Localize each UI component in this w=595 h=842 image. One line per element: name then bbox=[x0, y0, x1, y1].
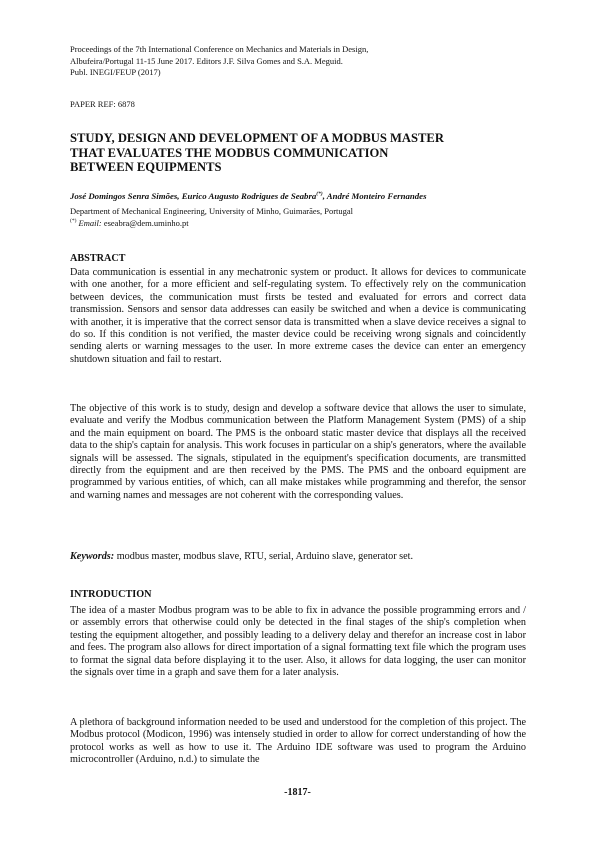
header-line-3: Publ. INEGI/FEUP (2017) bbox=[70, 67, 161, 77]
affiliation: Department of Mechanical Engineering, University of Minho, Guimarães, Portugal bbox=[70, 206, 354, 216]
corresponding-mark: (*) bbox=[316, 191, 323, 198]
header-line-2: Albufeira/Portugal 11-15 June 2017. Editors J.F. Silva Gomes and S.A. Meguid. bbox=[70, 55, 343, 66]
abstract-heading: ABSTRACT bbox=[70, 253, 126, 264]
email-label: Email: bbox=[78, 218, 102, 228]
abstract-paragraph-2: The objective of this work is to study, design and develop a software device that allows the user to simulate, evaluate and verify the Modbus communication between the Platform Management System (PMS) of a ship and the main equipment on board. The PMS is the onboard static master device that displays all the received data to the ship's captain for analysis. This work focuses in particular on a ship's generators, where the available signals will be assessed. The signals, stipulated in the equipment's specification documents, are transmitted directly from the equipment and are then received by the PMS. The PMS and the onboard equipment are programmed by various entities, of which, can all make mistakes while programming and therefor, the sensor and warning names and messages are not coherent with the corresponding values. bbox=[70, 403, 526, 501]
header-line-1: Proceedings of the 7th International Conference on Mechanics and Materials in Design, bbox=[70, 44, 369, 54]
email-mark: (*) bbox=[70, 218, 77, 225]
paper-ref: PAPER REF: 6878 bbox=[70, 99, 135, 109]
title-line-3: BETWEEN EQUIPMENTS bbox=[70, 160, 222, 174]
paper-title bbox=[70, 131, 530, 175]
page-number: -1817- bbox=[284, 787, 311, 798]
authors bbox=[70, 191, 540, 201]
title-line-2: THAT EVALUATES THE MODBUS COMMUNICATION bbox=[70, 145, 389, 160]
keywords-text: modbus master, modbus slave, RTU, serial, Arduino slave, generator set. bbox=[114, 551, 414, 562]
email-line bbox=[70, 218, 189, 228]
email-address[interactable]: eseabra@dem.uminho.pt bbox=[103, 218, 189, 228]
introduction-paragraph-2: A plethora of background information needed to be used and understood for the completion of this project. The Modbus protocol (Modicon, 1996) was intensely studied in order to allow for correct understanding of how the protocol works as well as how to use it. The Arduino IDE software was used to program the Arduino microcontroller (Arduino, n.d.) to simulate the bbox=[70, 717, 526, 766]
title-line-1: STUDY, DESIGN AND DEVELOPMENT OF A MODBUS MASTER bbox=[70, 131, 444, 145]
introduction-paragraph-1: The idea of a master Modbus program was to be able to fix in advance the possible programming errors and / or assembly errors that otherwise could only be detected in the final stages of the ship's completion when testing the equipment altogether, and possibly leading to a delivery delay and therefor an increase cost in labor and fees. The program also allows for direct importation of a signal formatting text file which the program uses to format the signal data before displaying it to the user. Also, it allows for data logging, the user can monitor the signals over time in a graph and save them for a later analysis. bbox=[70, 605, 526, 679]
proceedings-header bbox=[70, 44, 530, 79]
abstract-paragraph-1: Data communication is essential in any mechatronic system or product. It allows for devices to communicate with one another, for a more efficient and self-regulating system. To effectively rely on the communication between devices, the communication must firsts be tested and evaluated for errors and correct data transmission. Sensors and sensor data addresses can easily be switched and when a device is communicating with another, it is imperative that the correct sensor data is transmitted when a slave device receives a signal to do so. If this condition is not verified, the master device could be receiving wrong signals and coincidently sending alerts or warning messages to the user. In more extreme cases the device can enter an emergency shutdown situation and fail to restart. bbox=[70, 267, 526, 365]
keywords bbox=[70, 551, 526, 562]
keywords-label: Keywords: bbox=[70, 551, 115, 562]
introduction-heading: INTRODUCTION bbox=[70, 589, 152, 600]
authors-rest: , André Monteiro Fernandes bbox=[322, 191, 427, 201]
authors-first: José Domingos Senra Simões, Eurico Augusto Rodrigues de Seabra bbox=[70, 191, 317, 201]
